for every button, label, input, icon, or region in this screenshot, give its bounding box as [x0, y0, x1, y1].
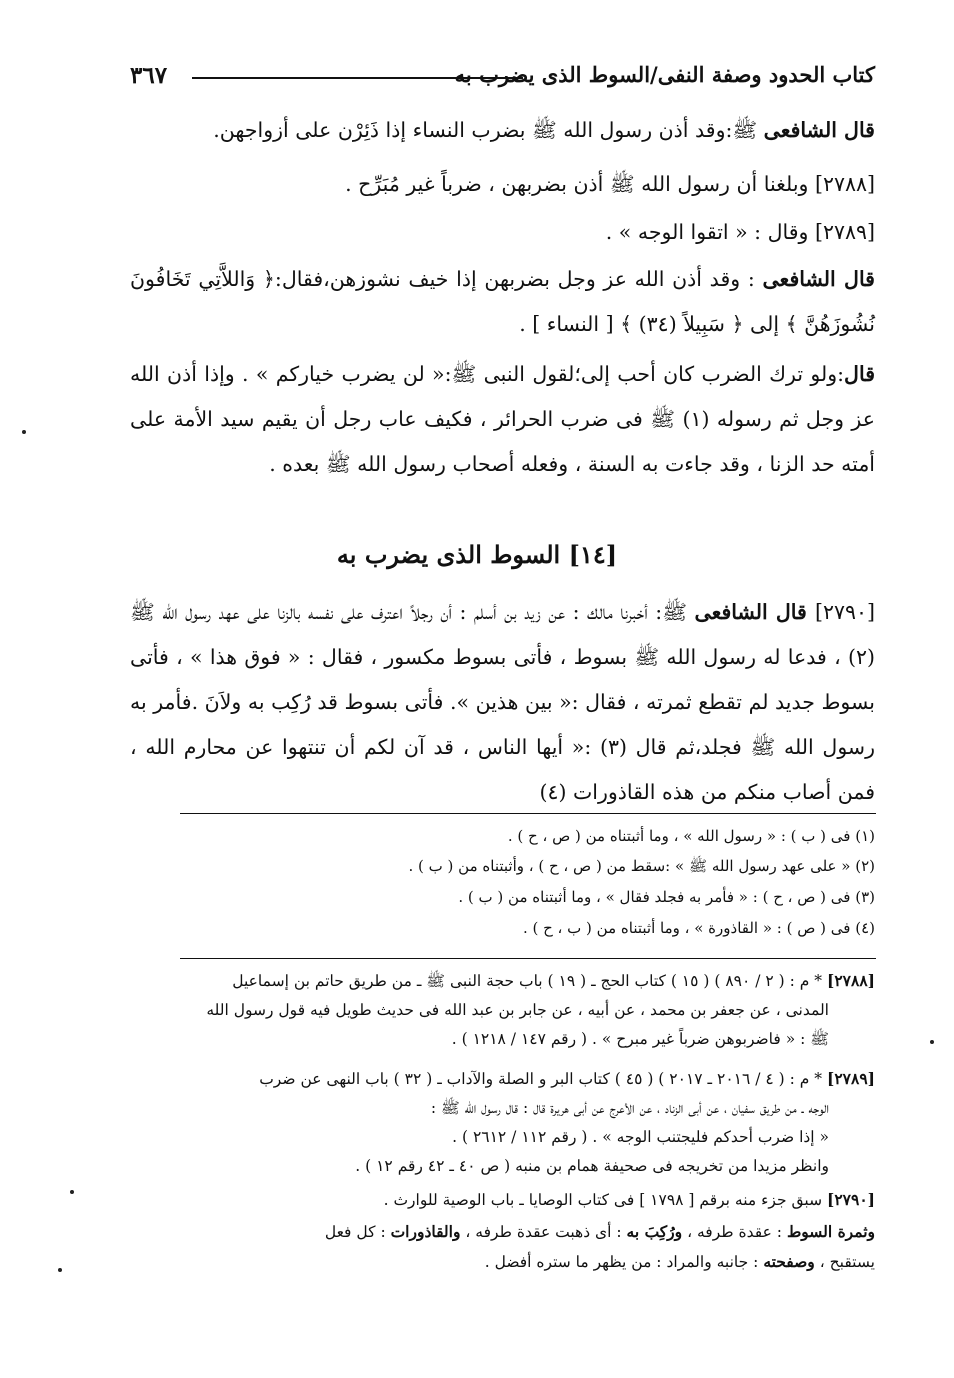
reference-line: ﷺ : « فاضربوهن ضرباً غير مبرح » . ( رقم ١٤٧ / ١٢١٨ ) . — [451, 1030, 829, 1048]
reference-line: وانظر مزيدا من تخريجه فى صحيفة همام بن منبه ( ص ٤٠ ـ ٤٢ رقم ١٢ ) . — [355, 1157, 829, 1175]
glossary-term: وثمرة السوط — [786, 1222, 875, 1241]
reference-line: [٢٧٨٩] * م : ( ٤ / ٢٠١٦ ـ ٢٠١٧ ) ( ٤٥ ) كتاب البر و الصلة والآداب ـ ( ٣٢ ) باب النهى عن ضرب — [259, 1069, 875, 1088]
reference-2789 — [115, 1064, 875, 1181]
paragraph-qala — [130, 352, 875, 487]
reference-number: [٢٧٨٩] — [827, 1069, 875, 1088]
speaker-label: قال الشافعى — [763, 118, 875, 142]
page-header — [130, 62, 875, 94]
scan-speck — [930, 1040, 934, 1044]
hadith-number: [٢٧٨٨] — [814, 172, 875, 196]
paragraph-2788 — [130, 162, 875, 207]
paragraph-text: : وقد أذن الله عز وجل بضربهن إذا خيف نشوزهن،فقال:﴿ وَاللاَّتِي تَخَافُونَ نُشُوزَهُنَّ ﴾ إلى ﴿ سَبِيلاً (٣٤) ﴾ [ النساء ] . — [130, 267, 875, 336]
paragraph-shafii-1 — [130, 108, 875, 153]
paragraph-text: ﷺ: أخبرنا مالك : عن زيد بن أسلم : أن رجلاً اعترف على نفسه بالزنا على عهد رسول الله ﷺ (٢) ، فدعا له رسول الله ﷺ بسوط ، فأتى بسوط مكسور ، فقال : « فوق هذا » ، فأتى بسوط جديد لم تقطع ثمرته ، فقال :« بين هذين ». فأتى بسوط قد رُكِب به ولاَنَ .فأمر به رسول الله ﷺ فجلد،ثم قال (٣) :« أيها الناس ، قد آن لكم أن تنتهوا عن محارم الله ، فمن أصاب منكم من هذه القاذورات (٤) — [130, 600, 875, 804]
section-heading: [١٤] السوط الذى يضرب به — [336, 540, 618, 569]
paragraph-2789 — [130, 210, 875, 255]
page-number: ٣٦٧ — [130, 62, 168, 89]
paragraph-text: وبلغنا أن رسول الله ﷺ أذن بضربهن ، ضرباً غير مُبَرِّح . — [345, 172, 815, 196]
reference-line: الوجه ـ من طريق سفيان ، عن أبى الزناد ، عن الأعرج عن أبى هريرة قال : قال رسول الله ﷺ : — [430, 1099, 829, 1117]
running-title: كتاب الحدود وصفة النفى/السوط الذى يضرب به — [454, 62, 875, 87]
glossary-note — [115, 1217, 875, 1277]
glossary-line: وثمرة السوط : عقدة طرفه ، ورُكِبَ به : أى ذهبت عقدة طرفه ، والقاذورات : كل فعل — [324, 1222, 875, 1241]
scan-speck — [70, 1190, 74, 1194]
speaker-label: قال الشافعى — [694, 600, 815, 624]
footnote: (١) فى ( ب ) : « رسول الله » ، وما أثبتناه من ( ص ، ح ) . — [507, 827, 875, 845]
scan-speck — [58, 1268, 62, 1272]
paragraph-text: ﷺ:وقد أذن رسول الله ﷺ بضرب النساء إذا ذَئِرْن على أزواجهن. — [213, 118, 764, 142]
speaker-label: قال الشافعى — [762, 267, 875, 291]
reference-line: [٢٧٩٠] سبق جزء منه برقم [ ١٧٩٨ ] فى كتاب الوصايا ـ باب الوصية للوارث . — [383, 1190, 875, 1209]
paragraph-2790 — [130, 590, 875, 815]
reference-2790 — [115, 1185, 875, 1215]
speaker-label: قال — [844, 362, 875, 386]
glossary-term: ورُكِبَ به — [626, 1222, 683, 1241]
footnote: (٤) فى ( ص ) : « القاذورة » ، وما أثبتناه من ( ب ، ح ) . — [522, 919, 875, 937]
footnotes-rule — [180, 813, 876, 814]
scan-speck — [22, 430, 26, 434]
glossary-line: يستقبح ، وصفحته : جانبه والمراد : من يظهر ما ستره أفضل . — [484, 1252, 875, 1271]
glossary-term: والقاذورات — [390, 1222, 461, 1241]
paragraph-text: :ولو ترك الضرب كان أحب إلى؛لقول النبى ﷺ:« لن يضرب خياركم » . وإذا أذن الله عز وجل ثم رسوله (١) ﷺ فى ضرب الحرائر ، فكيف عاب رجل أن يقيم سيد الأمة على أمته حد الزنا ، وقد جاءت به السنة ، وفعله أصحاب رسول الله ﷺ بعده . — [130, 362, 875, 476]
footnote: (٣) فى ( ص ، ح ) : « فأمر به فجلد فقال » ، وما أثبتناه من ( ب ) . — [458, 888, 875, 906]
paragraph-shafii-2 — [130, 257, 875, 347]
reference-line: [٢٧٨٨] * م : ( ٢ / ٨٩٠ ) ( ١٥ ) كتاب الحج ـ ( ١٩ ) باب حجة النبى ﷺ ـ من طريق حاتم بن إسماعيل — [232, 971, 875, 990]
header-rule — [192, 77, 523, 79]
reference-line: « إذا ضرب أحدكم فليجتنب الوجه » . ( رقم ١١٢ / ٢٦١٢ ) . — [452, 1128, 829, 1146]
glossary-term: وصفحته — [763, 1252, 815, 1271]
hadith-number: [٢٧٨٩] — [814, 220, 875, 244]
references-rule — [180, 958, 876, 959]
reference-number: [٢٧٩٠] — [827, 1190, 875, 1209]
reference-number: [٢٧٨٨] — [827, 971, 875, 990]
footnote: (٢) « على عهد رسول الله ﷺ » :سقط من ( ص ، ح ) ، وأثبتناه من ( ب ) . — [408, 857, 875, 875]
reference-line: المدنى ، عن جعفر بن محمد ، عن أبيه ، عن جابر بن عبد الله فى حديث طويل فيه قول رسول الله — [206, 1001, 829, 1019]
paragraph-text: وقال : « اتقوا الوجه » . — [605, 220, 815, 244]
hadith-number: [٢٧٩٠] — [814, 600, 876, 624]
reference-2788 — [115, 966, 875, 1054]
